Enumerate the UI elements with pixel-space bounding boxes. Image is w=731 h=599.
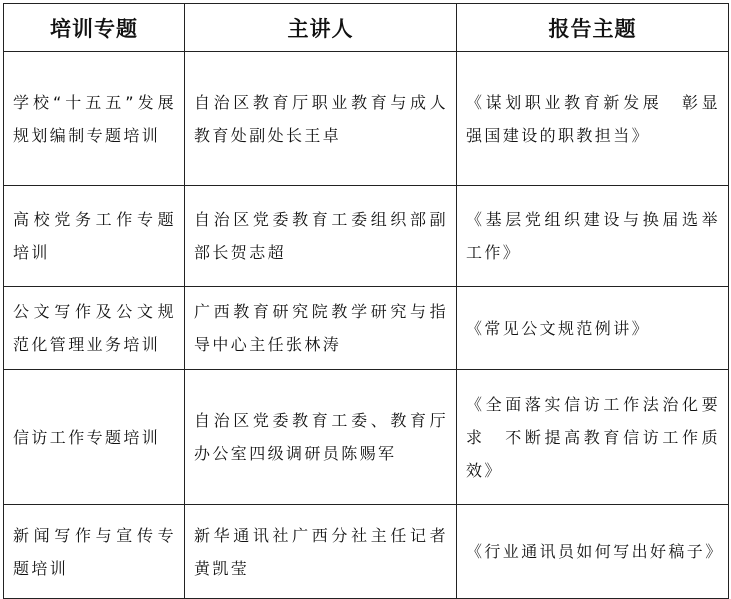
cell-report: 《行业通讯员如何写出好稿子》 <box>457 505 729 599</box>
table-body <box>4 52 729 599</box>
table-row <box>4 52 729 186</box>
cell-report: 《全面落实信访工作法治化要求 不断提高教育信访工作质效》 <box>457 370 729 505</box>
header-row <box>4 4 729 52</box>
cell-speaker: 自治区党委教育工委、教育厅办公室四级调研员陈赐军 <box>185 370 457 505</box>
training-schedule-table <box>3 3 729 599</box>
header-topic: 培训专题 <box>4 4 185 52</box>
cell-topic: 信访工作专题培训 <box>4 370 185 505</box>
header-report: 报告主题 <box>457 4 729 52</box>
cell-report: 《谋划职业教育新发展 彰显强国建设的职教担当》 <box>457 52 729 186</box>
cell-speaker: 新华通讯社广西分社主任记者黄凯莹 <box>185 505 457 599</box>
cell-report: 《常见公文规范例讲》 <box>457 287 729 370</box>
cell-topic: 学校“十五五”发展规划编制专题培训 <box>4 52 185 186</box>
table-row <box>4 505 729 599</box>
cell-speaker: 自治区党委教育工委组织部副部长贺志超 <box>185 186 457 287</box>
cell-topic: 高校党务工作专题培训 <box>4 186 185 287</box>
table-row <box>4 186 729 287</box>
cell-speaker: 广西教育研究院教学研究与指导中心主任张林涛 <box>185 287 457 370</box>
table-header <box>4 4 729 52</box>
header-speaker: 主讲人 <box>185 4 457 52</box>
cell-topic: 新闻写作与宣传专题培训 <box>4 505 185 599</box>
cell-report: 《基层党组织建设与换届选举工作》 <box>457 186 729 287</box>
cell-topic: 公文写作及公文规范化管理业务培训 <box>4 287 185 370</box>
table-row <box>4 287 729 370</box>
cell-speaker: 自治区教育厅职业教育与成人教育处副处长王卓 <box>185 52 457 186</box>
table-row <box>4 370 729 505</box>
